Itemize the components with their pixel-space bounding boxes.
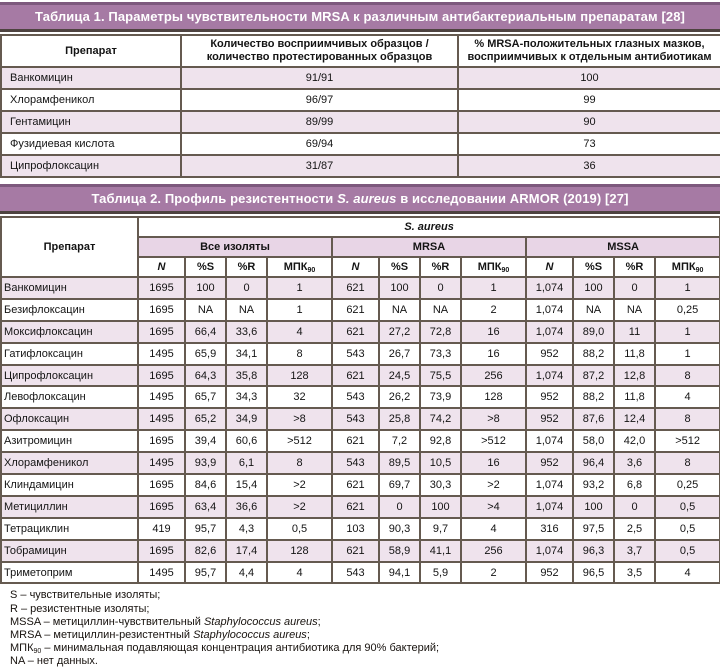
value-cell: 72,8: [420, 321, 461, 343]
value-cell: 100: [379, 277, 420, 299]
drug-name-cell: Ванкомицин: [1, 67, 181, 89]
drug-name-cell: Гатифлоксацин: [1, 343, 138, 365]
value-cell: 31/87: [181, 155, 458, 177]
drug-name-cell: Метициллин: [1, 496, 138, 518]
table1-col-susceptible: Количество восприимчивых образцов / количество протестированных образцов: [181, 35, 458, 67]
value-cell: 1495: [138, 452, 185, 474]
table-row: [1, 540, 720, 562]
value-cell: 1695: [138, 321, 185, 343]
value-cell: 92,8: [420, 430, 461, 452]
table-row: [1, 89, 720, 111]
table1-body: [1, 67, 720, 177]
value-cell: 65,7: [185, 386, 226, 408]
value-cell: 89/99: [181, 111, 458, 133]
table2-title-prefix: Таблица 2. Профиль резистентности: [91, 191, 338, 206]
value-cell: 1,074: [526, 474, 573, 496]
value-cell: 82,6: [185, 540, 226, 562]
drug-name-cell: Хлорамфеникол: [1, 89, 181, 111]
value-cell: 88,2: [573, 386, 614, 408]
value-cell: 11: [614, 321, 655, 343]
value-cell: 543: [332, 452, 379, 474]
value-cell: 26,2: [379, 386, 420, 408]
value-cell: 66,4: [185, 321, 226, 343]
value-cell: 100: [573, 277, 614, 299]
value-cell: 9,7: [420, 518, 461, 540]
value-cell: 1: [655, 277, 720, 299]
footnote-line: [10, 603, 710, 616]
value-cell: 5,9: [420, 562, 461, 584]
value-cell: 1,074: [526, 321, 573, 343]
table-row: [1, 430, 720, 452]
value-cell: 128: [461, 386, 526, 408]
value-cell: 69,7: [379, 474, 420, 496]
value-cell: >8: [267, 408, 332, 430]
drug-name-cell: Офлоксацин: [1, 408, 138, 430]
value-cell: 1495: [138, 386, 185, 408]
value-cell: 0: [379, 496, 420, 518]
value-cell: 2: [461, 562, 526, 584]
table2-group-mssa: MSSA: [526, 237, 720, 257]
value-cell: 4: [461, 518, 526, 540]
value-cell: 1: [267, 277, 332, 299]
value-cell: 15,4: [226, 474, 267, 496]
value-cell: 33,6: [226, 321, 267, 343]
table-row: [1, 67, 720, 89]
value-cell: 95,7: [185, 518, 226, 540]
value-cell: 30,3: [420, 474, 461, 496]
table-row: [1, 452, 720, 474]
table-row: [1, 155, 720, 177]
footnote-segment: MSSA – метициллин-чувствительный: [10, 615, 204, 628]
value-cell: 543: [332, 386, 379, 408]
table2-subcol-mic-all: $МПК_{90}$: [267, 257, 332, 277]
value-cell: 24,5: [379, 365, 420, 387]
value-cell: 1695: [138, 430, 185, 452]
value-cell: 1495: [138, 343, 185, 365]
table2-title-suffix: в исследовании ARMOR (2019) [27]: [396, 191, 629, 206]
value-cell: 0: [614, 496, 655, 518]
table2-subcol-n-mssa: N: [526, 257, 573, 277]
value-cell: 16: [461, 321, 526, 343]
value-cell: 4: [655, 562, 720, 584]
value-cell: 621: [332, 540, 379, 562]
value-cell: >4: [461, 496, 526, 518]
footnote-segment: NA – нет данных.: [10, 655, 98, 668]
value-cell: NA: [573, 299, 614, 321]
value-cell: 952: [526, 408, 573, 430]
table-row: [1, 386, 720, 408]
value-cell: 1: [655, 343, 720, 365]
value-cell: 952: [526, 562, 573, 584]
drug-name-cell: Тетрациклин: [1, 518, 138, 540]
value-cell: 952: [526, 343, 573, 365]
value-cell: 36,6: [226, 496, 267, 518]
value-cell: 16: [461, 343, 526, 365]
value-cell: 42,0: [614, 430, 655, 452]
value-cell: 0: [420, 277, 461, 299]
value-cell: 1,074: [526, 365, 573, 387]
value-cell: 69/94: [181, 133, 458, 155]
value-cell: 87,6: [573, 408, 614, 430]
table2: [0, 216, 720, 584]
table-row: [1, 518, 720, 540]
value-cell: 1695: [138, 474, 185, 496]
value-cell: 65,9: [185, 343, 226, 365]
drug-name-cell: Тобрамицин: [1, 540, 138, 562]
value-cell: 93,9: [185, 452, 226, 474]
drug-name-cell: Ципрофлоксацин: [1, 155, 181, 177]
value-cell: 2,5: [614, 518, 655, 540]
value-cell: 3,6: [614, 452, 655, 474]
value-cell: 1495: [138, 562, 185, 584]
value-cell: 1695: [138, 277, 185, 299]
value-cell: 6,1: [226, 452, 267, 474]
value-cell: 0,5: [655, 518, 720, 540]
value-cell: 4: [267, 321, 332, 343]
value-cell: 1,074: [526, 540, 573, 562]
footnote-segment: Staphylococcus aureus: [203, 615, 318, 628]
value-cell: 0: [614, 277, 655, 299]
value-cell: 17,4: [226, 540, 267, 562]
value-cell: 621: [332, 365, 379, 387]
value-cell: 34,3: [226, 386, 267, 408]
value-cell: 100: [185, 277, 226, 299]
value-cell: 8: [655, 408, 720, 430]
table2-title-italic: S. aureus: [337, 191, 397, 206]
value-cell: 8: [267, 452, 332, 474]
table2-group-mrsa: MRSA: [332, 237, 526, 257]
drug-name-cell: Левофлоксацин: [1, 386, 138, 408]
value-cell: 58,0: [573, 430, 614, 452]
value-cell: 1695: [138, 496, 185, 518]
value-cell: 4: [267, 562, 332, 584]
value-cell: 100: [420, 496, 461, 518]
value-cell: 1,074: [526, 299, 573, 321]
value-cell: >512: [461, 430, 526, 452]
table2-subcol-s-mssa: %S: [573, 257, 614, 277]
value-cell: 73,9: [420, 386, 461, 408]
table-row: [1, 474, 720, 496]
table-row: [1, 365, 720, 387]
value-cell: 2: [461, 299, 526, 321]
value-cell: 8: [267, 343, 332, 365]
footnote-line: [10, 616, 710, 629]
value-cell: 32: [267, 386, 332, 408]
table1-title-text: Таблица 1. Параметры чувствительности MRSA к различным антибактериальным препаратам [28]: [35, 9, 685, 24]
value-cell: 99: [458, 89, 720, 111]
value-cell: 316: [526, 518, 573, 540]
value-cell: NA: [379, 299, 420, 321]
drug-name-cell: Безифлоксацин: [1, 299, 138, 321]
table2-subcol-s-mrsa: %S: [379, 257, 420, 277]
value-cell: NA: [185, 299, 226, 321]
value-cell: 8: [655, 365, 720, 387]
value-cell: 103: [332, 518, 379, 540]
value-cell: 73: [458, 133, 720, 155]
value-cell: 90: [458, 111, 720, 133]
value-cell: 1: [461, 277, 526, 299]
value-cell: 96,4: [573, 452, 614, 474]
value-cell: 543: [332, 562, 379, 584]
table1-title: [0, 2, 720, 32]
value-cell: 621: [332, 474, 379, 496]
value-cell: 12,8: [614, 365, 655, 387]
value-cell: 93,2: [573, 474, 614, 496]
drug-name-cell: Триметоприм: [1, 562, 138, 584]
value-cell: 0,5: [267, 518, 332, 540]
value-cell: 11,8: [614, 386, 655, 408]
value-cell: 64,3: [185, 365, 226, 387]
value-cell: 91/91: [181, 67, 458, 89]
value-cell: 0: [226, 277, 267, 299]
value-cell: >8: [461, 408, 526, 430]
value-cell: 25,8: [379, 408, 420, 430]
value-cell: 27,2: [379, 321, 420, 343]
footnote-line: [10, 655, 710, 668]
value-cell: 1,074: [526, 496, 573, 518]
table-row: [1, 111, 720, 133]
table2-subcol-mic-mssa: $МПК_{90}$: [655, 257, 720, 277]
value-cell: 84,6: [185, 474, 226, 496]
value-cell: 952: [526, 452, 573, 474]
table1-col-percent: % MRSA-положительных глазных мазков, восприимчивых к отдельным антибиотикам: [458, 35, 720, 67]
table2-span-saureus: S. aureus: [138, 217, 720, 237]
value-cell: 12,4: [614, 408, 655, 430]
table2-title: [0, 184, 720, 214]
value-cell: 11,8: [614, 343, 655, 365]
value-cell: 96,3: [573, 540, 614, 562]
value-cell: 256: [461, 540, 526, 562]
value-cell: 621: [332, 496, 379, 518]
table2-subcol-r-all: %R: [226, 257, 267, 277]
value-cell: NA: [420, 299, 461, 321]
table-row: [1, 562, 720, 584]
footnote-segment: MRSA – метициллин-резистентный: [10, 629, 194, 642]
drug-name-cell: Азитромицин: [1, 430, 138, 452]
value-cell: 1: [267, 299, 332, 321]
value-cell: 3,7: [614, 540, 655, 562]
footnote-segment: R – резистентные изоляты;: [10, 602, 150, 615]
value-cell: >2: [267, 474, 332, 496]
value-cell: 1: [655, 321, 720, 343]
table-row: [1, 408, 720, 430]
table1-header: [1, 35, 720, 67]
value-cell: >2: [267, 496, 332, 518]
value-cell: 39,4: [185, 430, 226, 452]
value-cell: 87,2: [573, 365, 614, 387]
value-cell: 4: [655, 386, 720, 408]
value-cell: 621: [332, 321, 379, 343]
value-cell: 952: [526, 386, 573, 408]
value-cell: 0,5: [655, 540, 720, 562]
table1-col-drug: Препарат: [1, 35, 181, 67]
footnote-segment: ;: [317, 615, 321, 628]
value-cell: 621: [332, 299, 379, 321]
value-cell: 74,2: [420, 408, 461, 430]
value-cell: 6,8: [614, 474, 655, 496]
drug-name-cell: Ванкомицин: [1, 277, 138, 299]
table-row: [1, 299, 720, 321]
value-cell: >512: [655, 430, 720, 452]
table2-group-all: Все изоляты: [138, 237, 332, 257]
value-cell: 0,25: [655, 299, 720, 321]
table-row: [1, 133, 720, 155]
value-cell: 10,5: [420, 452, 461, 474]
value-cell: 1695: [138, 299, 185, 321]
value-cell: 1695: [138, 540, 185, 562]
value-cell: 65,2: [185, 408, 226, 430]
value-cell: 419: [138, 518, 185, 540]
value-cell: 1695: [138, 365, 185, 387]
value-cell: 1495: [138, 408, 185, 430]
footnote-line: [10, 642, 710, 655]
table2-subcol-n-mrsa: N: [332, 257, 379, 277]
footnotes: [0, 584, 720, 668]
value-cell: 95,7: [185, 562, 226, 584]
value-cell: 75,5: [420, 365, 461, 387]
value-cell: 41,1: [420, 540, 461, 562]
value-cell: 26,7: [379, 343, 420, 365]
value-cell: 89,5: [379, 452, 420, 474]
table2-col-drug: Препарат: [1, 217, 138, 277]
value-cell: 1,074: [526, 430, 573, 452]
value-cell: 63,4: [185, 496, 226, 518]
value-cell: 58,9: [379, 540, 420, 562]
table2-body: [1, 277, 720, 583]
value-cell: 60,6: [226, 430, 267, 452]
footnote-segment: ;: [306, 629, 310, 642]
footnote-segment: – минимальная подавляющая концентрация антибиотика для 90% бактерий;: [41, 642, 440, 655]
value-cell: 88,2: [573, 343, 614, 365]
table2-header: [1, 217, 720, 277]
value-cell: 90,3: [379, 518, 420, 540]
value-cell: 4,3: [226, 518, 267, 540]
value-cell: 94,1: [379, 562, 420, 584]
value-cell: >2: [461, 474, 526, 496]
value-cell: NA: [226, 299, 267, 321]
table-row: [1, 343, 720, 365]
value-cell: >512: [267, 430, 332, 452]
drug-name-cell: Гентамицин: [1, 111, 181, 133]
value-cell: 4,4: [226, 562, 267, 584]
value-cell: 621: [332, 277, 379, 299]
table2-subcol-r-mrsa: %R: [420, 257, 461, 277]
value-cell: 0,5: [655, 496, 720, 518]
value-cell: 621: [332, 430, 379, 452]
value-cell: 0,25: [655, 474, 720, 496]
value-cell: 543: [332, 408, 379, 430]
footnote-segment: 90: [33, 648, 42, 656]
table-row: [1, 496, 720, 518]
footnote-segment: Staphylococcus aureus: [193, 629, 307, 642]
value-cell: 16: [461, 452, 526, 474]
value-cell: 128: [267, 365, 332, 387]
value-cell: 100: [573, 496, 614, 518]
value-cell: 34,9: [226, 408, 267, 430]
value-cell: NA: [614, 299, 655, 321]
value-cell: 97,5: [573, 518, 614, 540]
drug-name-cell: Моксифлоксацин: [1, 321, 138, 343]
value-cell: 36: [458, 155, 720, 177]
value-cell: 34,1: [226, 343, 267, 365]
value-cell: 543: [332, 343, 379, 365]
footnote-segment: S – чувствительные изоляты;: [10, 589, 161, 602]
table2-subcol-mic-mrsa: $МПК_{90}$: [461, 257, 526, 277]
footnote-line: [10, 589, 710, 602]
value-cell: 89,0: [573, 321, 614, 343]
value-cell: 35,8: [226, 365, 267, 387]
table2-subcol-s-all: %S: [185, 257, 226, 277]
drug-name-cell: Клиндамицин: [1, 474, 138, 496]
drug-name-cell: Хлорамфеникол: [1, 452, 138, 474]
table2-subcol-r-mssa: %R: [614, 257, 655, 277]
value-cell: 73,3: [420, 343, 461, 365]
value-cell: 128: [267, 540, 332, 562]
table1: [0, 34, 720, 178]
value-cell: 3,5: [614, 562, 655, 584]
value-cell: 7,2: [379, 430, 420, 452]
table2-subcol-n-all: N: [138, 257, 185, 277]
table-row: [1, 321, 720, 343]
value-cell: 96/97: [181, 89, 458, 111]
value-cell: 96,5: [573, 562, 614, 584]
footnote-line: [10, 629, 710, 642]
table-row: [1, 277, 720, 299]
value-cell: 1,074: [526, 277, 573, 299]
value-cell: 100: [458, 67, 720, 89]
value-cell: 256: [461, 365, 526, 387]
drug-name-cell: Фузидиевая кислота: [1, 133, 181, 155]
value-cell: 8: [655, 452, 720, 474]
drug-name-cell: Ципрофлоксацин: [1, 365, 138, 387]
footnote-segment: МПК: [10, 642, 34, 655]
